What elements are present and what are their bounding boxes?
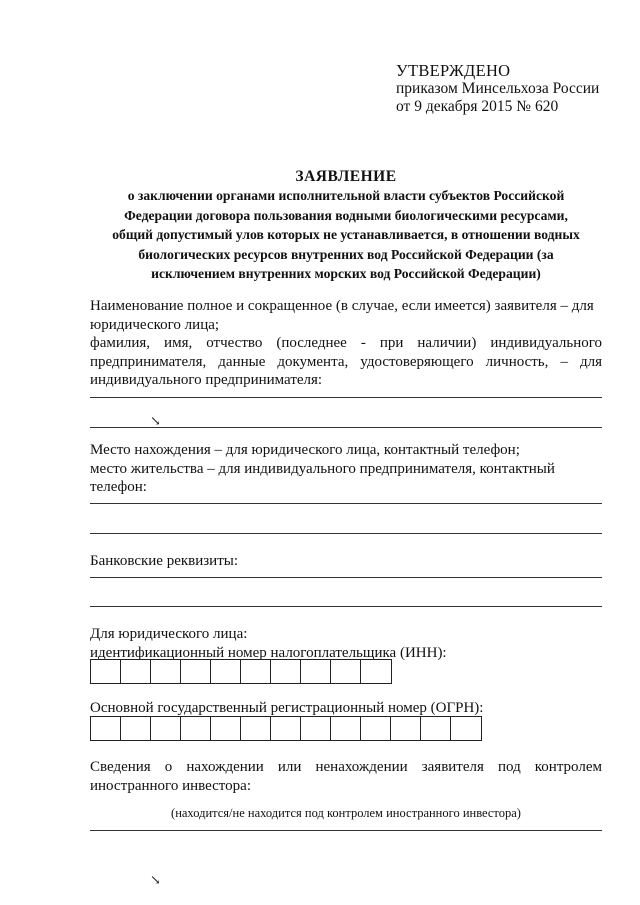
bank-fill-line-2[interactable] <box>90 606 602 607</box>
location-line-1: Место нахождения – для юридического лица, контактный телефон; <box>90 442 520 458</box>
inn-digit-cell[interactable] <box>361 660 391 683</box>
inn-digit-cell[interactable] <box>181 660 211 683</box>
ogrn-digit-cell[interactable] <box>181 717 211 740</box>
foreign-line-1: Сведения о нахождении или ненахождении заявителя под контролем <box>90 759 602 775</box>
title-sub-5: исключением внутренних морских вод Российской Федерации) <box>151 266 541 281</box>
ogrn-digit-cell[interactable] <box>121 717 151 740</box>
applicant-line-3: фамилия, имя, отчество (последнее - при наличии) индивидуального <box>90 335 602 351</box>
document-title <box>90 167 602 284</box>
ogrn-digit-cell[interactable] <box>361 717 391 740</box>
inn-digit-cell[interactable] <box>91 660 121 683</box>
location-line-2: место жительства – для индивидуального предпринимателя, контактный <box>90 460 555 477</box>
applicant-line-4: предпринимателя, данные документа, удостоверяющего личность, – для <box>90 353 602 370</box>
ogrn-digit-cell[interactable] <box>241 717 271 740</box>
applicant-line-2: юридического лица; <box>90 316 220 333</box>
location-fill-line-1[interactable] <box>90 503 602 504</box>
legal-heading: Для юридического лица: <box>90 626 248 642</box>
applicant-section <box>90 297 602 390</box>
scan-mark-2: ↘ <box>150 872 161 887</box>
location-section <box>90 441 602 497</box>
title-sub-1: о заключении органами исполнительной власти субъектов Российской <box>127 188 565 203</box>
title-sub-3: общий допустимый улов которых не устанавливается, в отношении водных <box>112 227 580 242</box>
approval-stamp <box>396 62 599 116</box>
inn-input-cells[interactable] <box>90 659 392 684</box>
ogrn-digit-cell[interactable] <box>91 717 121 740</box>
bank-fill-line-1[interactable] <box>90 577 602 578</box>
approval-heading: УТВЕРЖДЕНО <box>396 61 511 80</box>
ogrn-digit-cell[interactable] <box>391 717 421 740</box>
inn-digit-cell[interactable] <box>271 660 301 683</box>
ogrn-digit-cell[interactable] <box>421 717 451 740</box>
inn-digit-cell[interactable] <box>121 660 151 683</box>
legal-section <box>90 625 602 662</box>
approval-line-2: от 9 декабря 2015 № 620 <box>396 98 559 115</box>
location-fill-line-2[interactable] <box>90 533 602 534</box>
ogrn-digit-cell[interactable] <box>301 717 331 740</box>
ogrn-digit-cell[interactable] <box>451 717 481 740</box>
applicant-line-5: индивидуального предпринимателя: <box>90 372 323 388</box>
inn-label: идентификационный номер налогоплательщика (ИНН): <box>90 644 447 661</box>
foreign-fill-line[interactable] <box>90 830 602 831</box>
foreign-section <box>90 758 602 795</box>
applicant-fill-line-1[interactable] <box>90 397 602 398</box>
title-main: ЗАЯВЛЕНИЕ <box>295 168 397 185</box>
scan-mark: ↘ <box>150 413 161 428</box>
bank-label: Банковские реквизиты: <box>90 553 239 569</box>
applicant-fill-line-2[interactable] <box>90 427 602 428</box>
ogrn-digit-cell[interactable] <box>151 717 181 740</box>
foreign-caption: (находится/не находится под контролем иностранного инвестора) <box>171 806 521 820</box>
applicant-line-1: Наименование полное и сокращенное (в случае, если имеется) заявителя – для <box>90 298 594 314</box>
approval-line-1: приказом Минсельхоза России <box>396 80 600 97</box>
title-sub-2: Федерации договора пользования водными биологическими ресурсами, <box>124 207 568 223</box>
ogrn-digit-cell[interactable] <box>211 717 241 740</box>
foreign-line-2: иностранного инвестора: <box>90 777 251 794</box>
inn-digit-cell[interactable] <box>211 660 241 683</box>
inn-digit-cell[interactable] <box>151 660 181 683</box>
ogrn-input-cells[interactable] <box>90 716 482 741</box>
ogrn-label: Основной государственный регистрационный номер (ОГРН): <box>90 700 484 716</box>
ogrn-digit-cell[interactable] <box>331 717 361 740</box>
inn-digit-cell[interactable] <box>331 660 361 683</box>
ogrn-digit-cell[interactable] <box>271 717 301 740</box>
location-line-3: телефон: <box>90 479 147 495</box>
inn-digit-cell[interactable] <box>301 660 331 683</box>
inn-digit-cell[interactable] <box>241 660 271 683</box>
title-sub-4: биологических ресурсов внутренних вод Российской Федерации (за <box>138 246 554 262</box>
